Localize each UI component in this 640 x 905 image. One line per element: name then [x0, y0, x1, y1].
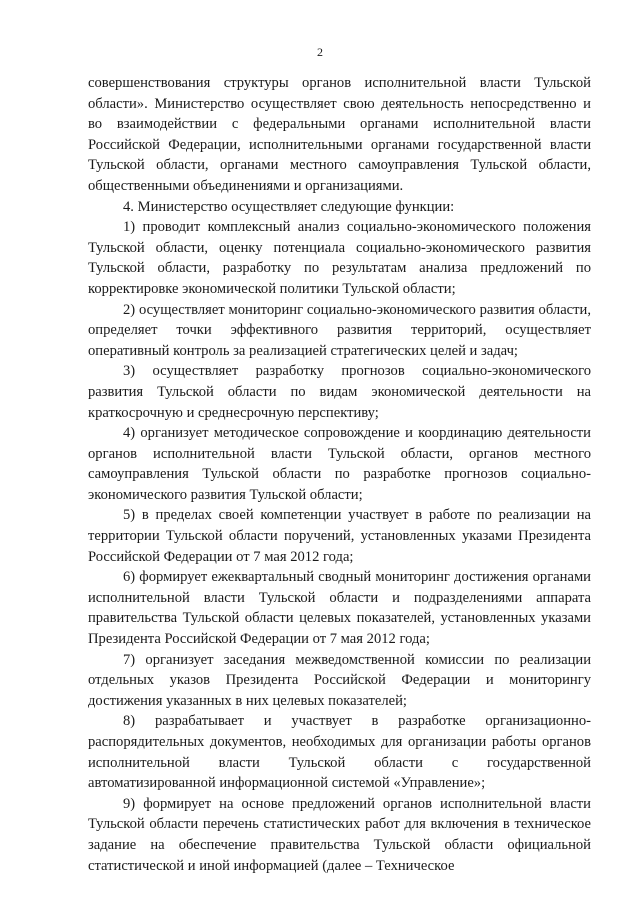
paragraph-function-5: 5) в пределах своей компетенции участвует в работе по реализации на территории Тульской области поручений, установленных указами Президента Российской Федерации от 7 мая 2012 года; [88, 507, 591, 565]
paragraph-function-8: 8) разрабатывает и участвует в разработке организационно-распорядительных документов, необходимых для организации работы органов исполнительной власти Тульской области с государственной автоматизированной информационной системой «Управление»; [88, 713, 591, 792]
paragraph-function-6: 6) формирует ежеквартальный сводный мониторинг достижения органами исполнительной власти Тульской области и подразделениями аппарата правительства Тульской области целевых показателей, установленных указами Президента Российской Федерации от 7 мая 2012 года; [88, 569, 591, 648]
paragraph-function-4: 4) организует методическое сопровождение и координацию деятельности органов исполнительной власти Тульской области, органов местного самоуправления Тульской области по разработке прогнозов социально-экономического развития Тульской области; [88, 425, 591, 503]
paragraph-functions-heading: 4. Министерство осуществляет следующие функции: [123, 198, 455, 215]
paragraph-function-7: 7) организует заседания межведомственной комиссии по реализации отдельных указов Президента Российской Федерации и мониторингу достижения указанных в них целевых показателей; [88, 651, 591, 709]
paragraph-function-3: 3) осуществляет разработку прогнозов социально-экономического развития Тульской области по видам экономической деятельности на краткосрочную и среднесрочную перспективу; [88, 363, 591, 421]
paragraph-intro-continuation: совершенствования структуры органов исполнительной власти Тульской области». Министерство осуществляет свою деятельность непосредственно и во взаимодействии с федеральными органами исполнительной власти Российской Федерации, исполнительными органами государственной власти Тульской области, органами местного самоуправления Тульской области, общественными объединениями и организациями. [88, 75, 591, 194]
paragraph-function-9: 9) формирует на основе предложений органов исполнительной власти Тульской области перечень статистических работ для включения в техническое задание на обеспечение правительства Тульской области официальной статистической и иной информацией (далее – Техническое [88, 795, 591, 874]
paragraph-function-2: 2) осуществляет мониторинг социально-экономического развития области, определяет точки эффективного развития территорий, осуществляет оперативный контроль за реализацией стратегических целей и задач; [88, 301, 591, 359]
paragraph-function-1: 1) проводит комплексный анализ социально-экономического положения Тульской области, оценку потенциала социально-экономического развития Тульской области, разработку по результатам анализа предложений по корректировке экономической политики Тульской области; [88, 219, 591, 297]
page-number: 2 [317, 45, 323, 59]
document-body [88, 73, 591, 876]
